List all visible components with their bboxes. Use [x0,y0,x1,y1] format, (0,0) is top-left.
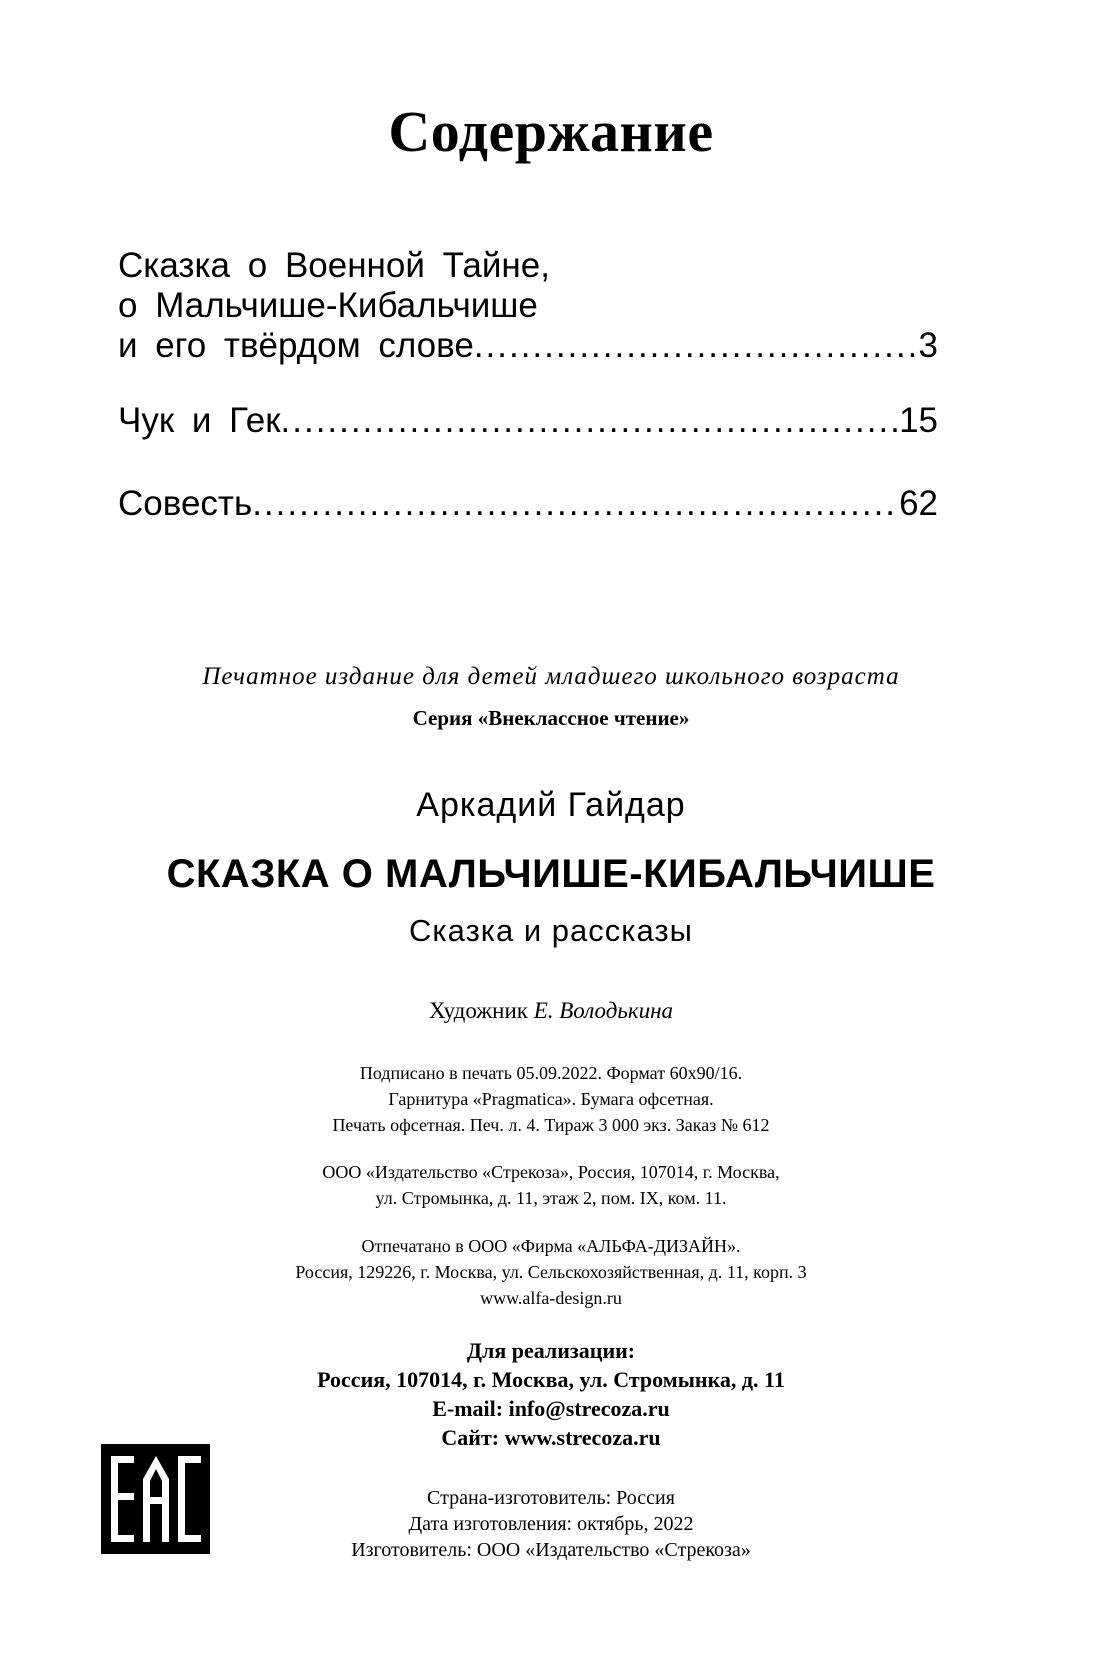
toc-page-number: 3 [918,326,938,365]
toc-entry-line: Сказка о Военной Тайне, [118,246,550,285]
manufacturer-line: Страна-изготовитель: Россия [427,1487,675,1509]
toc-dot-leader [252,484,899,524]
toc-entry-last-line [118,326,938,366]
print-info-line: Подписано в печать 05.09.2022. Формат 60х90/16. [359,1063,743,1083]
book-title: СКАЗКА О МАЛЬЧИШЕ-КИБАЛЬЧИШЕ [166,852,936,896]
book-subtitle: Сказка и рассказы [409,913,693,948]
toc-entry [118,401,938,441]
sales-line: Для реализации: [466,1338,636,1363]
printer-line: Отпечатано в ООО «Фирма «АЛЬФА-ДИЗАЙН». [361,1236,741,1256]
artist-label: Художник [428,998,534,1023]
print-info [0,1060,1102,1138]
publisher-line: ул. Стромынка, д. 11, этаж 2, пом. IX, ком. 11. [375,1188,727,1208]
toc-page-number: 62 [899,484,938,523]
toc-entry-last-line [118,484,938,524]
audience-note: Печатное издание для детей младшего школьного возраста [202,663,900,690]
toc-entry [118,246,938,366]
toc-entry-text: и его твёрдом слове [118,326,474,365]
artist-name: Е. Володькина [533,998,673,1023]
toc-entry-line: о Мальчише-Кибальчише [118,286,538,325]
artist-credit [0,998,1102,1024]
sales-line: Сайт: www.strecoza.ru [441,1425,661,1450]
printer-line: www.alfa-design.ru [480,1288,622,1308]
toc-entry [118,484,938,524]
print-info-line: Печать офсетная. Печ. л. 4. Тираж 3 000 экз. Заказ № 612 [332,1115,770,1135]
toc-entry-text: Чук и Гек [118,401,281,440]
manufacturer-line: Дата изготовления: октябрь, 2022 [408,1513,694,1535]
sales-info [0,1336,1102,1452]
toc-entry-text: Совесть [118,484,253,523]
printer-line: Россия, 129226, г. Москва, ул. Сельскохозяйственная, д. 11, корп. 3 [295,1262,807,1282]
toc-entry-last-line [118,401,938,441]
sales-line: E-mail: info@strecoza.ru [432,1396,670,1421]
eac-mark-icon [101,1444,210,1554]
toc-title: Содержание [388,99,714,164]
sales-line: Россия, 107014, г. Москва, ул. Стромынка, д. 11 [317,1367,785,1392]
publisher-info [0,1159,1102,1211]
toc-dot-leader [281,401,900,441]
printer-info [0,1233,1102,1311]
publisher-line: ООО «Издательство «Стрекоза», Россия, 107014, г. Москва, [322,1162,780,1182]
series-name: Серия «Внеклассное чтение» [412,706,690,730]
print-info-line: Гарнитура «Pragmatica». Бумага офсетная. [388,1089,714,1109]
manufacturer-line: Изготовитель: ООО «Издательство «Стрекоза» [351,1539,751,1561]
toc-dot-leader [474,326,919,366]
author-name: Аркадий Гайдар [416,786,686,824]
toc-page-number: 15 [899,401,938,440]
